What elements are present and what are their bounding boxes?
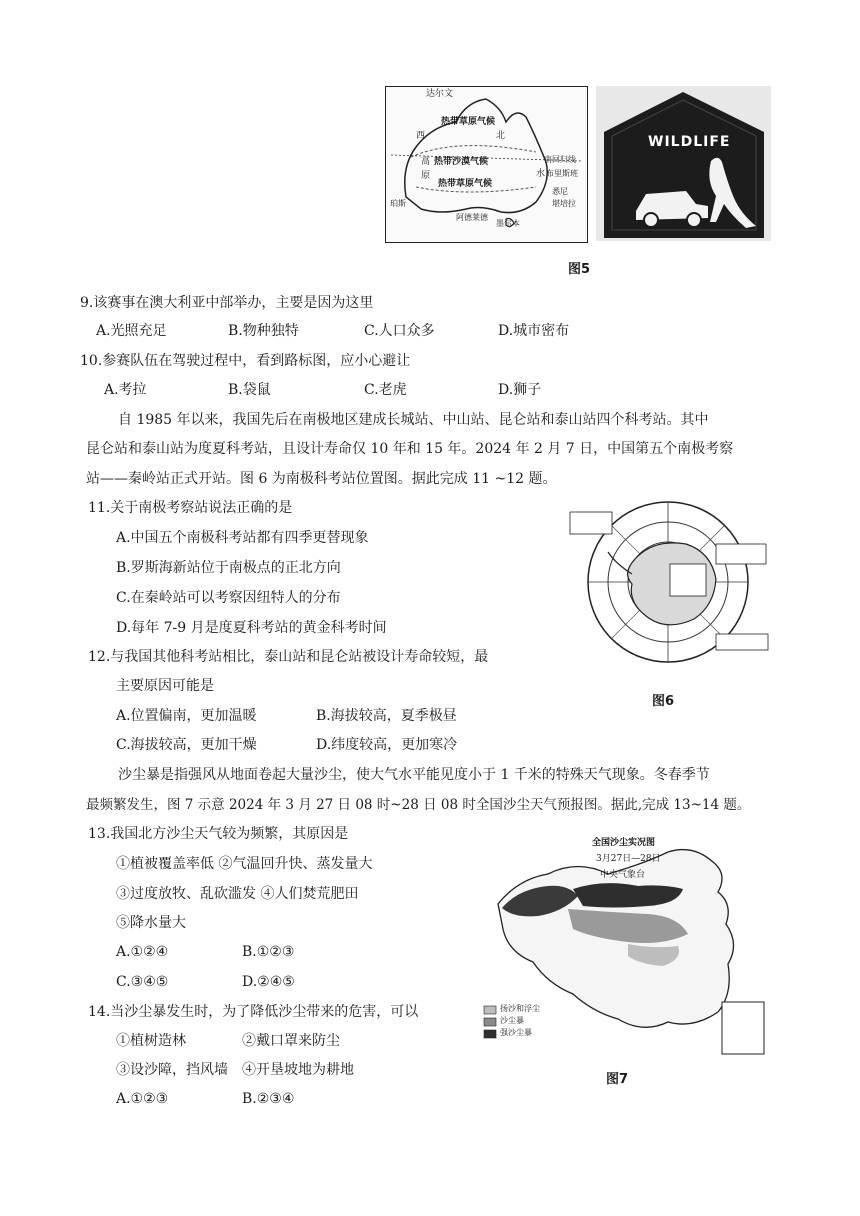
- map-label-darwin: 达尔文: [426, 89, 454, 99]
- q12-option-c: C.海拔较高，更加干燥: [116, 737, 257, 753]
- china-map-drawing: [478, 834, 770, 1060]
- q13-option-b: B.①②③: [242, 944, 295, 960]
- map-label-sydney: 悉尼: [552, 187, 568, 196]
- fig7-legend-strong-sandstorm: 强沙尘暴: [500, 1028, 532, 1037]
- q14-stem: 14.当沙尘暴发生时，为了降低沙尘带来的危害，可以: [88, 1004, 419, 1020]
- q13-option-a: A.①②④: [116, 944, 169, 960]
- q10-stem: 10.参赛队伍在驾驶过程中，看到路标图，应小心避让: [80, 353, 411, 369]
- australia-climate-map: [385, 86, 588, 243]
- para1-line-2: 昆仑站和泰山站为度夏科考站，且设计寿命仅 10 年和 15 年。2024 年 2 月 7 日，中国第五个南极考察: [86, 441, 734, 457]
- wildlife-sign-drawing: [596, 86, 771, 241]
- q12-option-b: B.海拔较高，夏季极昼: [316, 708, 457, 724]
- fig7-title: 全国沙尘实况图: [592, 838, 656, 848]
- map-label-tropic: 南回归线: [544, 155, 576, 164]
- map-label-yuan: 原: [421, 171, 431, 181]
- fig7-legend-floating-dust: 扬沙和浮尘: [500, 1004, 540, 1013]
- fig7-source: 中央气象台: [600, 870, 646, 880]
- map-label-adelaide: 阿德莱德: [456, 213, 488, 222]
- q14-option-a: A.①②③: [116, 1091, 169, 1107]
- q11-option-a: A.中国五个南极科考站都有四季更替现象: [116, 530, 369, 546]
- fig7-date: 3月27日—28日: [596, 854, 661, 864]
- map-label-savanna-north: 热带草原气候: [441, 117, 496, 127]
- map-label-savanna-south: 热带草原气候: [438, 179, 493, 189]
- figure-7-caption: 图7: [606, 1072, 629, 1087]
- q12-stem-line-2: 主要原因可能是: [116, 678, 214, 694]
- map-label-shui: 水: [536, 169, 546, 179]
- map-label-canberra: 堪培拉: [552, 199, 576, 208]
- q13-option-c: C.③④⑤: [116, 974, 169, 990]
- q10-option-d: D.狮子: [498, 382, 542, 398]
- q11-stem: 11.关于南极考察站说法正确的是: [88, 500, 293, 516]
- q14-item-1: ①植树造林: [116, 1033, 186, 1049]
- q11-option-b: B.罗斯海新站位于南极点的正北方向: [116, 560, 341, 576]
- q13-item-3: ⑤降水量大: [116, 915, 186, 931]
- map-label-perth: 珀斯: [390, 199, 406, 208]
- map-label-gao: 高: [421, 157, 431, 167]
- q14-item-3: ③设沙障，挡风墙: [116, 1062, 228, 1078]
- q9-option-b: B.物种独特: [228, 323, 299, 339]
- q9-option-d: D.城市密布: [498, 323, 570, 339]
- antarctica-map-drawing: [566, 494, 774, 674]
- q9-stem: 9.该赛事在澳大利亚中部举办，主要是因为这里: [80, 295, 374, 311]
- q13-item-1: ①植被覆盖率低 ②气温回升快、蒸发量大: [116, 856, 373, 872]
- q14-item-4: ④开垦坡地为耕地: [242, 1062, 354, 1078]
- map-label-west: 西: [416, 131, 426, 141]
- para2-line-2: 最频繁发生，图 7 示意 2024 年 3 月 27 日 08 时~28 日 08 时全国沙尘天气预报图。据此,完成 13~14 题。: [86, 797, 751, 813]
- q9-option-a: A.光照充足: [96, 323, 167, 339]
- figure-5-caption: 图5: [568, 262, 591, 277]
- para1-line-3: 站——秦岭站正式开站。图 6 为南极科考站位置图。据此完成 11 ~12 题。: [86, 471, 557, 487]
- q10-option-a: A.考拉: [104, 382, 147, 398]
- map-label-north: 北: [496, 131, 506, 141]
- q14-item-2: ②戴口罩来防尘: [242, 1033, 340, 1049]
- wildlife-sign: [596, 86, 771, 241]
- q13-option-d: D.②④⑤: [242, 974, 295, 990]
- q12-option-a: A.位置偏南，更加温暖: [116, 708, 257, 724]
- q10-option-c: C.老虎: [364, 382, 407, 398]
- antarctica-stations-map: [566, 494, 774, 674]
- figure-6-caption: 图6: [652, 694, 675, 709]
- wildlife-sign-text: WILDLIFE: [648, 134, 731, 150]
- q12-option-d: D.纬度较高，更加寒冷: [316, 737, 458, 753]
- q11-option-c: C.在秦岭站可以考察因纽特人的分布: [116, 590, 341, 606]
- map-label-melbourne: 墨尔本: [496, 219, 520, 228]
- q10-option-b: B.袋鼠: [228, 382, 271, 398]
- fig7-legend-sandstorm: 沙尘暴: [500, 1016, 524, 1025]
- q9-option-c: C.人口众多: [364, 323, 435, 339]
- para1-line-1: 自 1985 年以来，我国先后在南极地区建成长城站、中山站、昆仑站和泰山站四个科考站。其中: [118, 412, 709, 428]
- map-label-brisbane: 布里斯班: [546, 169, 578, 178]
- china-dust-map: [478, 834, 770, 1060]
- map-label-desert: 热带沙漠气候: [434, 157, 489, 167]
- q13-stem: 13.我国北方沙尘天气较为频繁，其原因是: [88, 826, 349, 842]
- para2-line-1: 沙尘暴是指强风从地面卷起大量沙尘，使大气水平能见度小于 1 千米的特殊天气现象。冬春季节: [118, 767, 710, 783]
- q12-stem-line-1: 12.与我国其他科考站相比，泰山站和昆仑站被设计寿命较短，最: [88, 649, 489, 665]
- q11-option-d: D.每年 7-9 月是度夏科考站的黄金科考时间: [116, 620, 387, 636]
- q13-item-2: ③过度放牧、乱砍滥发 ④人们焚荒肥田: [116, 886, 359, 902]
- q14-option-b: B.②③④: [242, 1091, 295, 1107]
